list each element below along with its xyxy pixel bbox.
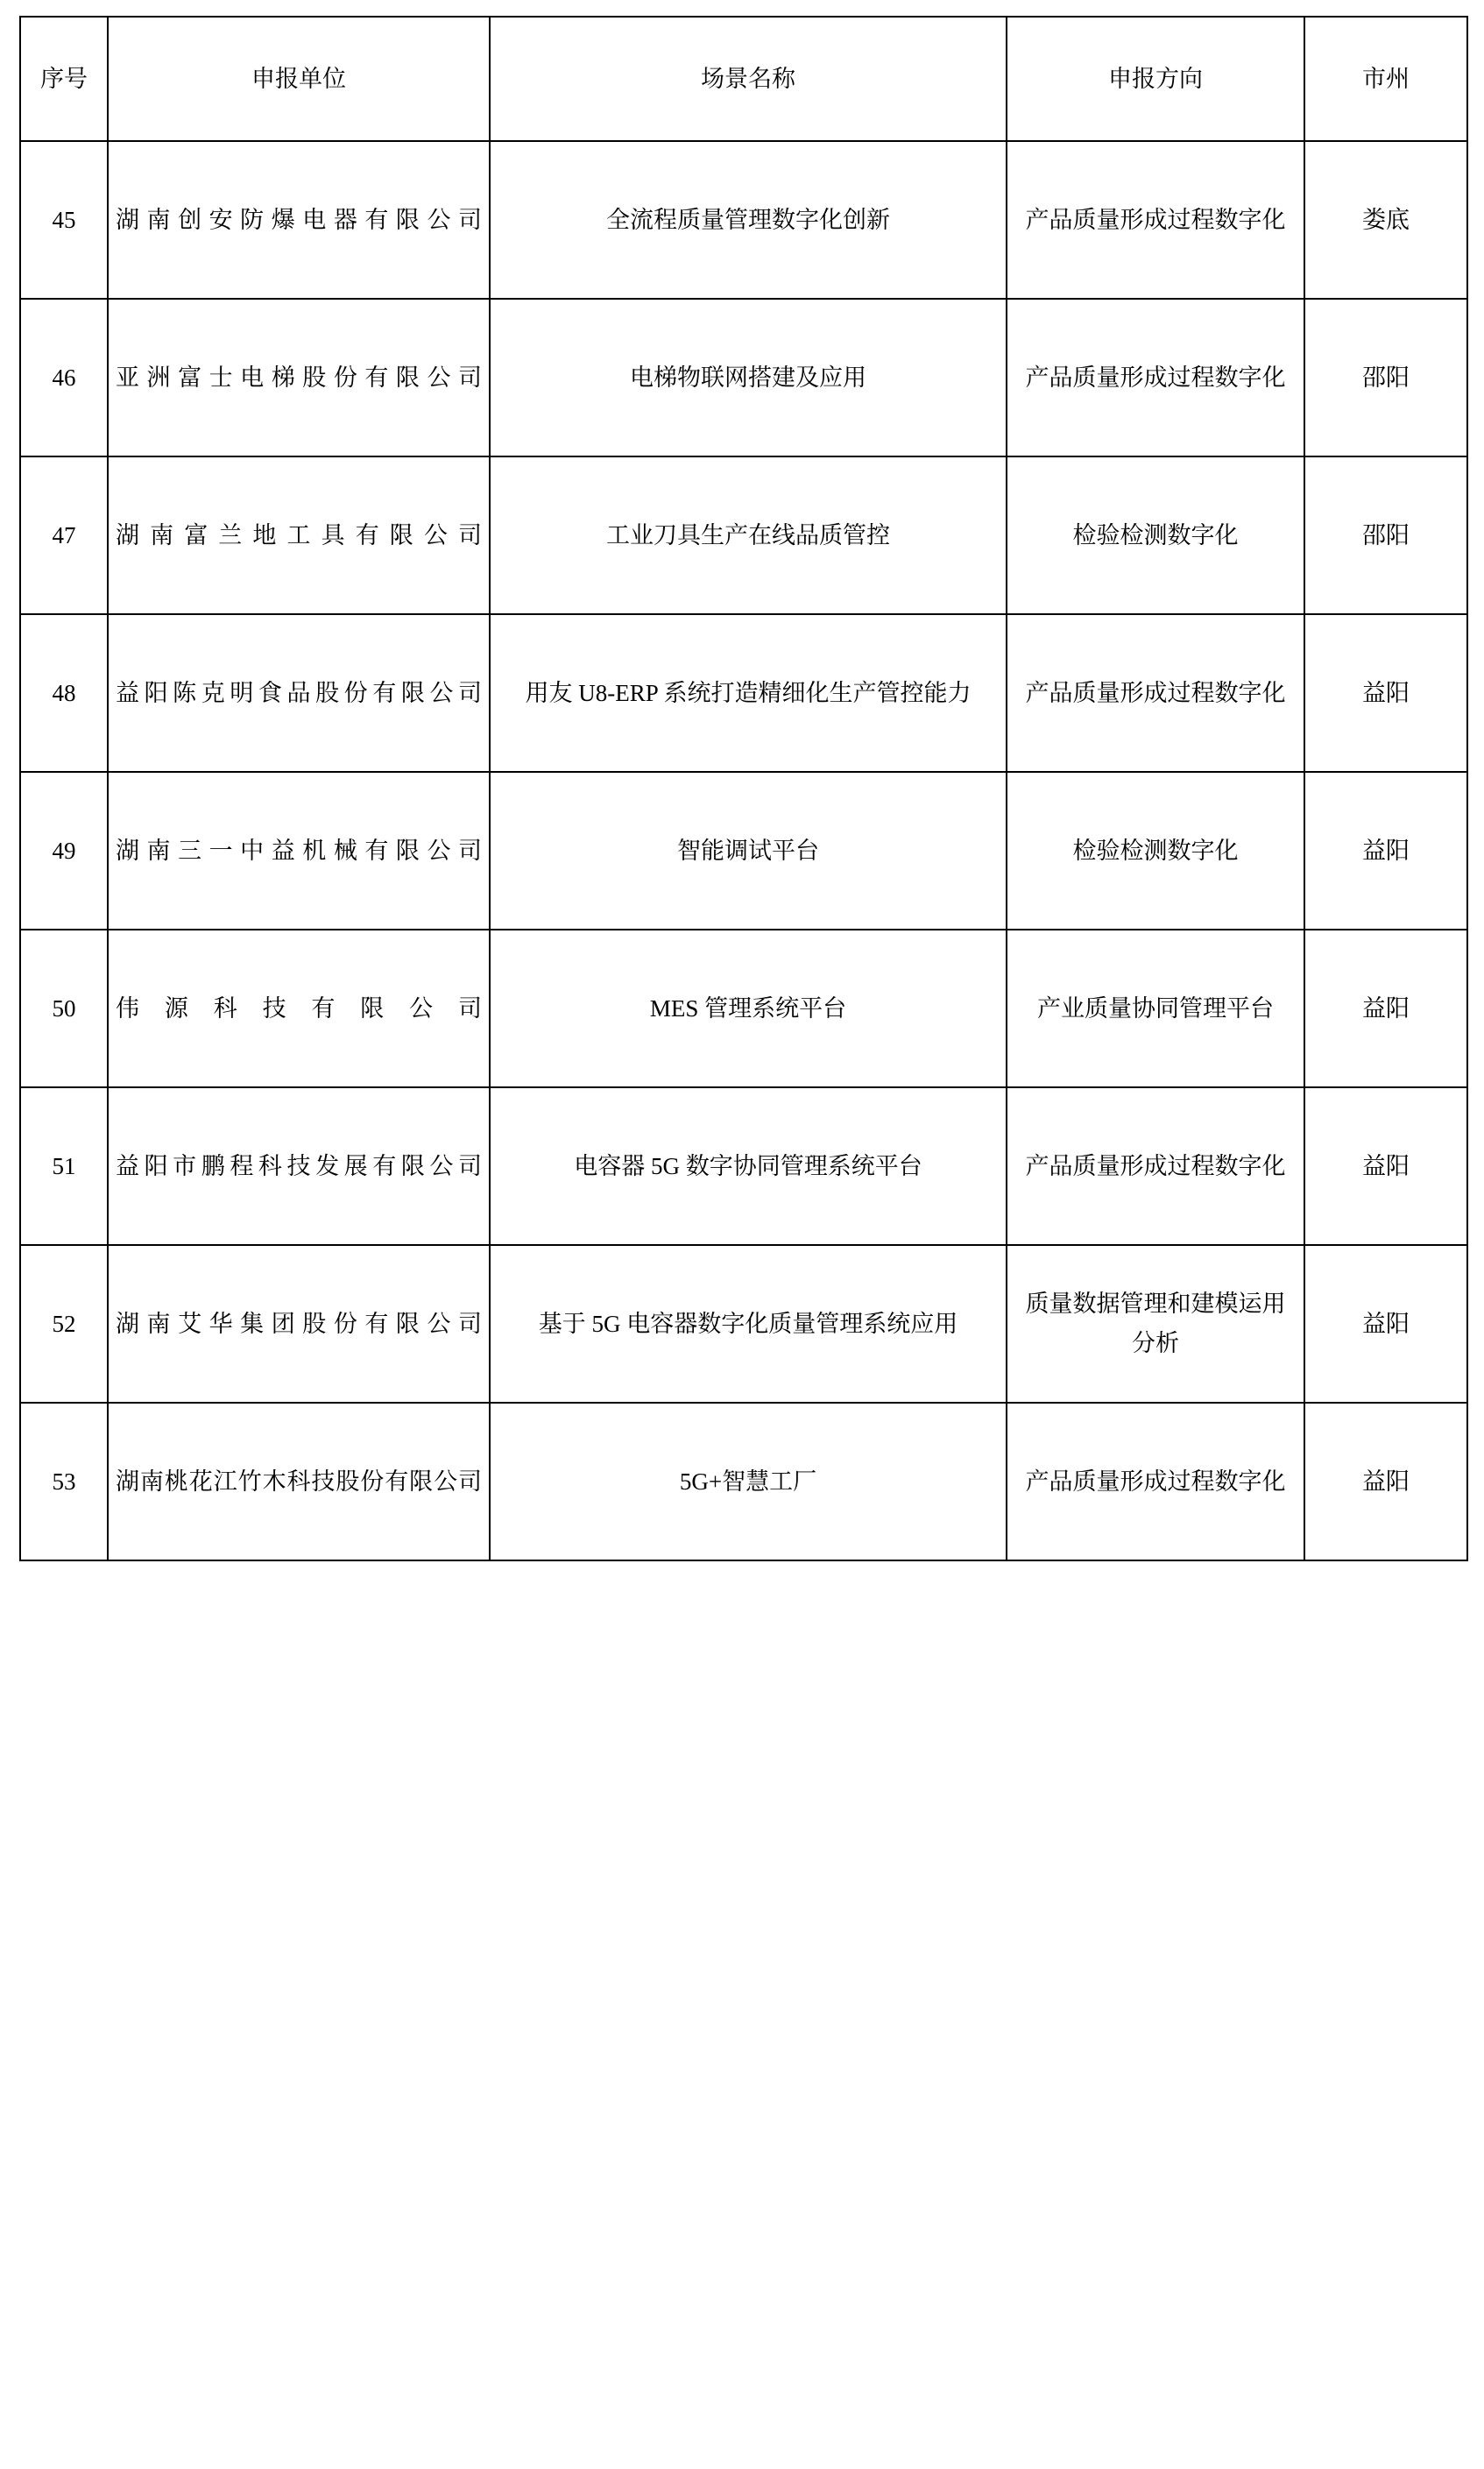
cell-scene: 电梯物联网搭建及应用: [490, 299, 1007, 456]
cell-city: 益阳: [1304, 614, 1467, 772]
cell-city: 益阳: [1304, 1403, 1467, 1560]
cell-unit: 益阳陈克明食品股份有限公司: [108, 614, 490, 772]
cell-direction: 产品质量形成过程数字化: [1007, 614, 1304, 772]
cell-scene: MES 管理系统平台: [490, 930, 1007, 1087]
cell-no: 53: [20, 1403, 108, 1560]
table-row: [20, 1403, 1467, 1560]
cell-city: 益阳: [1304, 1087, 1467, 1245]
table-row: [20, 456, 1467, 614]
cell-scene: 智能调试平台: [490, 772, 1007, 930]
cell-scene: 工业刀具生产在线品质管控: [490, 456, 1007, 614]
table-row: [20, 299, 1467, 456]
cell-city: 益阳: [1304, 1245, 1467, 1403]
cell-direction: 产品质量形成过程数字化: [1007, 1087, 1304, 1245]
declaration-scene-table: [19, 16, 1468, 1561]
table-row: [20, 141, 1467, 299]
cell-scene: 基于 5G 电容器数字化质量管理系统应用: [490, 1245, 1007, 1403]
column-header-city: 市州: [1304, 17, 1467, 141]
table-row: [20, 1087, 1467, 1245]
cell-no: 49: [20, 772, 108, 930]
cell-no: 51: [20, 1087, 108, 1245]
column-header-unit: 申报单位: [108, 17, 490, 141]
cell-no: 50: [20, 930, 108, 1087]
cell-unit: 湖南创安防爆电器有限公司: [108, 141, 490, 299]
cell-no: 46: [20, 299, 108, 456]
cell-city: 益阳: [1304, 772, 1467, 930]
cell-unit: 湖南富兰地工具有限公司: [108, 456, 490, 614]
cell-city: 邵阳: [1304, 456, 1467, 614]
cell-unit: 伟源科技有限公司: [108, 930, 490, 1087]
cell-scene: 电容器 5G 数字协同管理系统平台: [490, 1087, 1007, 1245]
cell-direction: 检验检测数字化: [1007, 456, 1304, 614]
column-header-no: 序号: [20, 17, 108, 141]
cell-direction: 产品质量形成过程数字化: [1007, 141, 1304, 299]
table-row: [20, 614, 1467, 772]
cell-direction: 产品质量形成过程数字化: [1007, 299, 1304, 456]
cell-scene: 全流程质量管理数字化创新: [490, 141, 1007, 299]
table-row: [20, 930, 1467, 1087]
cell-unit: 益阳市鹏程科技发展有限公司: [108, 1087, 490, 1245]
cell-city: 娄底: [1304, 141, 1467, 299]
cell-unit: 湖南艾华集团股份有限公司: [108, 1245, 490, 1403]
cell-unit: 湖南桃花江竹木科技股份有限公司: [108, 1403, 490, 1560]
table-body: [20, 141, 1467, 1560]
column-header-scene: 场景名称: [490, 17, 1007, 141]
cell-direction: 检验检测数字化: [1007, 772, 1304, 930]
cell-no: 47: [20, 456, 108, 614]
cell-no: 45: [20, 141, 108, 299]
cell-city: 益阳: [1304, 930, 1467, 1087]
cell-scene: 5G+智慧工厂: [490, 1403, 1007, 1560]
cell-direction: 质量数据管理和建模运用分析: [1007, 1245, 1304, 1403]
table-row: [20, 772, 1467, 930]
cell-scene: 用友 U8-ERP 系统打造精细化生产管控能力: [490, 614, 1007, 772]
cell-unit: 湖南三一中益机械有限公司: [108, 772, 490, 930]
cell-city: 邵阳: [1304, 299, 1467, 456]
cell-no: 48: [20, 614, 108, 772]
cell-no: 52: [20, 1245, 108, 1403]
cell-direction: 产品质量形成过程数字化: [1007, 1403, 1304, 1560]
column-header-direction: 申报方向: [1007, 17, 1304, 141]
table-row: [20, 1245, 1467, 1403]
cell-unit: 亚洲富士电梯股份有限公司: [108, 299, 490, 456]
table-header: [20, 17, 1467, 141]
cell-direction: 产业质量协同管理平台: [1007, 930, 1304, 1087]
table-header-row: [20, 17, 1467, 141]
